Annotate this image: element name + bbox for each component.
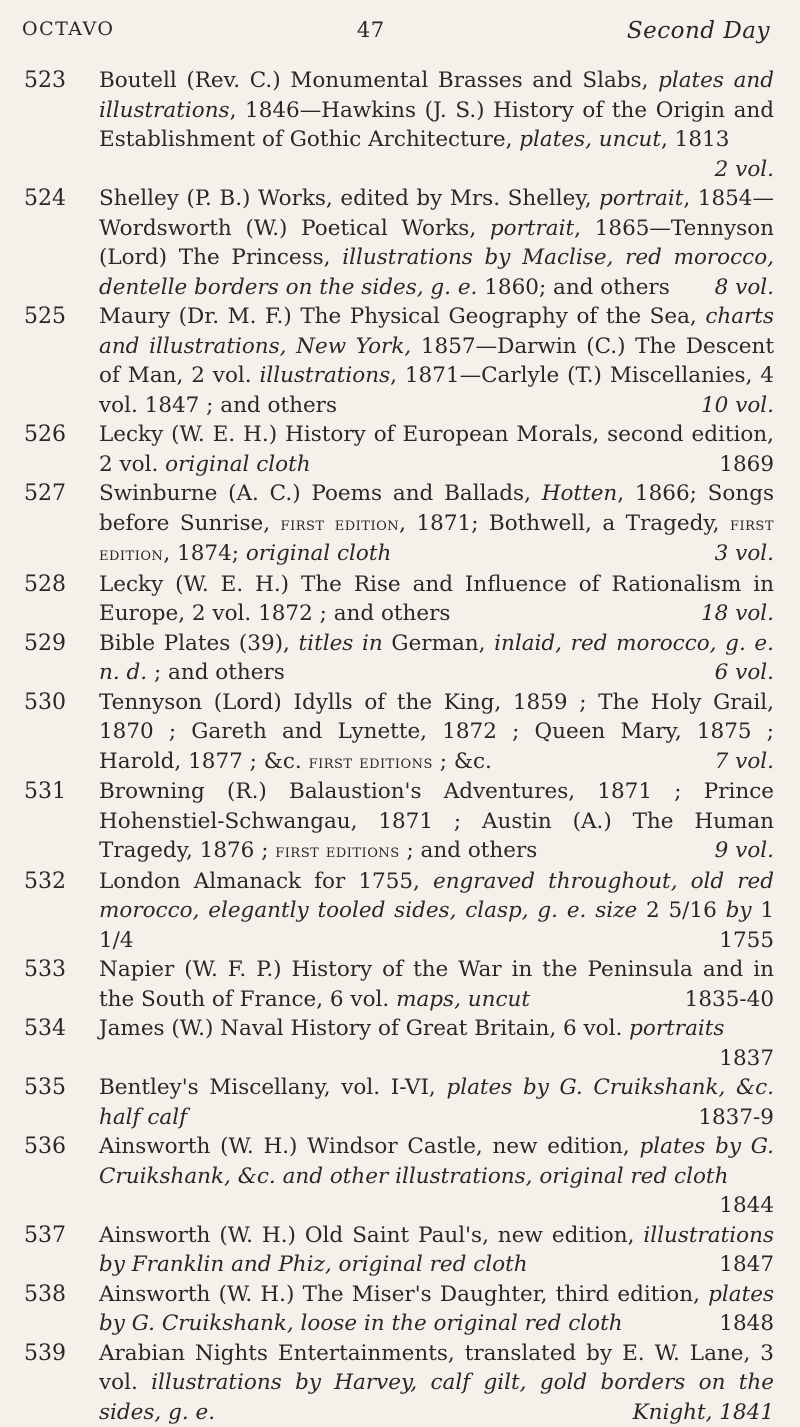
lot-number: 529 bbox=[24, 629, 99, 688]
lot-entry bbox=[24, 955, 774, 1014]
lot-text-segment: titles in bbox=[299, 631, 383, 656]
lot-volume-or-date: 18 vol. bbox=[689, 599, 774, 629]
lot-text-segment: original cloth bbox=[165, 452, 310, 477]
lot-text-segment: first edition bbox=[281, 513, 400, 535]
lot-volume-or-date: 10 vol. bbox=[689, 391, 774, 421]
lot-text-segment: Lecky (W. E. H.) History of European Morals, second edition, 2 vol. bbox=[99, 422, 774, 477]
lot-text-segment: Bible Plates (39), bbox=[99, 631, 299, 656]
lot-text-segment: original cloth bbox=[246, 541, 391, 566]
lot-number: 526 bbox=[24, 420, 99, 479]
lot-text-segment: illustrations by Maclise, red morocco, dentelle borders on the sides, g. e. bbox=[99, 245, 774, 300]
lot-text-segment: 1 1/4 bbox=[99, 898, 774, 953]
lot-volume-or-date: 1835-40 bbox=[673, 985, 774, 1015]
lot-description bbox=[99, 66, 774, 184]
lot-entry bbox=[24, 1221, 774, 1280]
lot-volume-or-date: 1848 bbox=[707, 1309, 774, 1339]
lot-volume-or-date: 2 vol. bbox=[703, 155, 774, 185]
lot-text-segment: James (W.) Naval History of Great Britain, 6 vol. bbox=[99, 1016, 629, 1041]
lot-description bbox=[99, 629, 774, 688]
lot-text-segment: Lecky (W. E. H.) The Rise and Influence of Rationalism in Europe, 2 vol. 1872 ; and others bbox=[99, 572, 774, 627]
lot-number: 527 bbox=[24, 479, 99, 570]
lot-entry bbox=[24, 1280, 774, 1339]
lot-description bbox=[99, 184, 774, 302]
lot-number: 533 bbox=[24, 955, 99, 1014]
lot-entry bbox=[24, 777, 774, 867]
lot-text-segment: plates by G. Cruikshank, &c. and other illustrations, original red cloth bbox=[99, 1134, 774, 1189]
lot-text-segment: illustrations by Franklin and Phiz, original red cloth bbox=[99, 1223, 774, 1278]
lot-volume-or-date: 9 vol. bbox=[703, 836, 774, 866]
lot-description bbox=[99, 479, 774, 570]
lot-text-segment: maps, uncut bbox=[396, 987, 530, 1012]
lot-entry bbox=[24, 479, 774, 570]
lot-text-segment: Swinburne (A. C.) Poems and Ballads, bbox=[99, 481, 542, 506]
lot-text-segment: Tennyson (Lord) Idylls of the King, 1859 ; The Holy Grail, 1870 ; Gareth and Lynette, 1872 ; Queen Mary, 1875 ; Harold, 1877 ; &c. bbox=[99, 690, 774, 774]
lot-description bbox=[99, 1339, 774, 1427]
lot-volume-or-date: 3 vol. bbox=[703, 539, 774, 569]
lot-text-segment: inlaid, red morocco, g. e. n. d. bbox=[99, 631, 774, 686]
lot-text-segment: London Almanack for 1755, bbox=[99, 869, 433, 894]
lot-entry bbox=[24, 1073, 774, 1132]
lot-number: 539 bbox=[24, 1339, 99, 1427]
lot-entry bbox=[24, 570, 774, 629]
lot-text-segment: ; and others bbox=[400, 838, 538, 863]
lot-text-segment: engraved throughout, old red morocco, elegantly tooled sides, clasp, g. e. size bbox=[99, 869, 774, 924]
lot-number: 523 bbox=[24, 66, 99, 184]
lot-text-segment: portraits bbox=[629, 1016, 724, 1041]
lot-volume-or-date: 6 vol. bbox=[703, 658, 774, 688]
lot-entry bbox=[24, 184, 774, 302]
lot-text-segment: first editions bbox=[275, 840, 399, 862]
lot-text-segment: , 1871—Carlyle (T.) Miscellanies, 4 vol. 1847 ; and others bbox=[99, 363, 774, 418]
lot-description bbox=[99, 1073, 774, 1132]
lot-text-segment: plates by G. Cruikshank, &c. half calf bbox=[99, 1075, 774, 1130]
lot-text-segment: first editions bbox=[309, 751, 433, 773]
lot-text-segment: German, bbox=[383, 631, 494, 656]
lot-volume-or-date: 1869 bbox=[707, 450, 774, 480]
lot-entry bbox=[24, 867, 774, 956]
lot-text-segment: , 1854—Wordsworth (W.) Poetical Works, bbox=[99, 186, 774, 241]
lot-text-segment: Maury (Dr. M. F.) The Physical Geography of the Sea, bbox=[99, 304, 705, 329]
lot-description bbox=[99, 1221, 774, 1280]
lot-text-segment: Bentley's Miscellany, vol. I-VI, bbox=[99, 1075, 446, 1100]
lot-number: 534 bbox=[24, 1014, 99, 1073]
lot-entry bbox=[24, 1339, 774, 1427]
lot-text-segment: Arabian Nights Entertainments, translated by E. W. Lane, 3 vol. bbox=[99, 1341, 774, 1396]
lot-text-segment: 2 5/16 bbox=[637, 898, 725, 923]
lot-entry bbox=[24, 1014, 774, 1073]
lot-text-segment: portrait bbox=[599, 186, 683, 211]
lot-text-segment: plates by G. Cruikshank, loose in the original red cloth bbox=[99, 1282, 774, 1337]
lot-text-segment: Ainsworth (W. H.) Old Saint Paul's, new edition, bbox=[99, 1223, 643, 1248]
lot-text-segment: Shelley (P. B.) Works, edited by Mrs. Shelley, bbox=[99, 186, 599, 211]
lot-description bbox=[99, 777, 774, 867]
lot-text-segment: ; and others bbox=[147, 660, 285, 685]
lot-entry bbox=[24, 1132, 774, 1221]
lot-text-segment: Boutell (Rev. C.) Monumental Brasses and Slabs, bbox=[99, 68, 658, 93]
lot-volume-or-date: 7 vol. bbox=[703, 747, 774, 777]
lot-number: 531 bbox=[24, 777, 99, 867]
lot-description bbox=[99, 955, 774, 1014]
lot-description bbox=[99, 302, 774, 420]
lot-text-segment: ; &c. bbox=[433, 749, 492, 774]
lot-text-segment: plates, uncut bbox=[519, 127, 661, 152]
lot-volume-or-date: 1847 bbox=[707, 1250, 774, 1280]
lot-list bbox=[24, 66, 774, 1427]
lot-description bbox=[99, 867, 774, 956]
header-sale-day: Second Day bbox=[627, 18, 770, 44]
lot-text-segment: 1857—Darwin (C.) The Descent of Man, 2 vol. bbox=[99, 334, 774, 389]
lot-entry bbox=[24, 420, 774, 479]
lot-number: 525 bbox=[24, 302, 99, 420]
lot-text-segment: plates and illustrations bbox=[99, 68, 774, 123]
lot-text-segment: Ainsworth (W. H.) Windsor Castle, new edition, bbox=[99, 1134, 639, 1159]
lot-number: 528 bbox=[24, 570, 99, 629]
lot-number: 537 bbox=[24, 1221, 99, 1280]
lot-text-segment: Ainsworth (W. H.) The Miser's Daughter, third edition, bbox=[99, 1282, 708, 1307]
lot-description bbox=[99, 1132, 774, 1221]
lot-volume-or-date: 8 vol. bbox=[703, 273, 774, 303]
lot-number: 536 bbox=[24, 1132, 99, 1221]
lot-description bbox=[99, 420, 774, 479]
page-number: 47 bbox=[357, 18, 385, 44]
header-format: OCTAVO bbox=[22, 18, 115, 44]
lot-entry bbox=[24, 629, 774, 688]
lot-text-segment: portrait bbox=[490, 216, 574, 241]
lot-description bbox=[99, 688, 774, 778]
lot-entry bbox=[24, 66, 774, 184]
lot-text-segment: Hotten bbox=[542, 481, 618, 506]
lot-text-segment: first edition bbox=[99, 513, 774, 566]
lot-text-segment: , 1865—Tennyson (Lord) The Princess, bbox=[99, 216, 774, 271]
lot-entry bbox=[24, 302, 774, 420]
lot-volume-or-date: 1755 bbox=[707, 926, 774, 956]
lot-volume-or-date: 1837 bbox=[707, 1044, 774, 1074]
lot-text-segment: illustrations by Harvey, calf gilt, gold borders on the sides, g. e. bbox=[99, 1370, 774, 1425]
page-header bbox=[22, 18, 770, 44]
lot-text-segment: illustrations bbox=[260, 363, 391, 388]
lot-text-segment: Browning (R.) Balaustion's Adventures, 1871 ; Prince Hohenstiel-Schwangau, 1871 ; Austin (A.) The Human Tragedy, 1876 ; bbox=[99, 779, 774, 863]
lot-text-segment: Napier (W. F. P.) History of the War in the Peninsula and in the South of France, 6 vol. bbox=[99, 957, 774, 1012]
lot-entry bbox=[24, 688, 774, 778]
lot-text-segment: 1860; and others bbox=[477, 275, 669, 300]
lot-number: 530 bbox=[24, 688, 99, 778]
lot-description bbox=[99, 570, 774, 629]
lot-text-segment: , 1871; Bothwell, a Tragedy, bbox=[399, 511, 730, 536]
lot-description bbox=[99, 1014, 774, 1073]
lot-text-segment: charts and illustrations, New York, bbox=[99, 304, 774, 359]
lot-number: 538 bbox=[24, 1280, 99, 1339]
lot-volume-or-date: 1837-9 bbox=[686, 1103, 774, 1133]
lot-number: 524 bbox=[24, 184, 99, 302]
lot-number: 535 bbox=[24, 1073, 99, 1132]
lot-number: 532 bbox=[24, 867, 99, 956]
lot-description bbox=[99, 1280, 774, 1339]
lot-text-segment: by bbox=[726, 898, 752, 923]
lot-text-segment: , 1866; Songs before Sunrise, bbox=[99, 481, 774, 536]
lot-volume-or-date: 1844 bbox=[707, 1191, 774, 1221]
lot-text-segment: , 1874; bbox=[163, 541, 245, 566]
lot-text-segment: , 1846—Hawkins (J. S.) History of the Origin and Establishment of Gothic Architecture, bbox=[99, 98, 774, 153]
lot-volume-or-date: Knight, 1841 bbox=[621, 1398, 774, 1427]
lot-text-segment: , 1813 bbox=[661, 127, 729, 152]
